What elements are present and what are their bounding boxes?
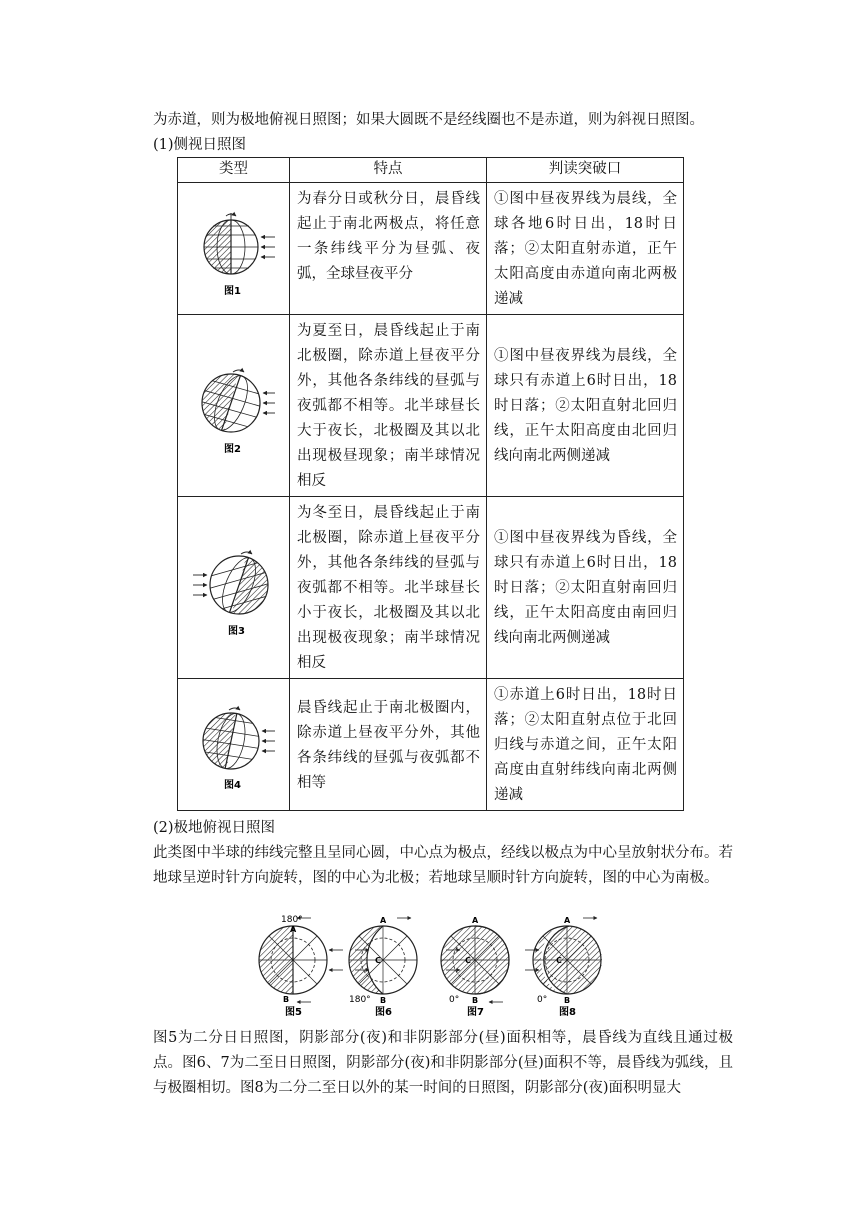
figure-cell (178, 497, 290, 679)
table-header-row (178, 158, 684, 183)
figure-label: 图3 (227, 625, 245, 637)
header-type: 类型 (178, 158, 290, 183)
figure-label: 图7 (467, 1007, 484, 1018)
point-b-label: B (380, 996, 387, 1005)
point-b-label: B (472, 996, 479, 1005)
table-row (178, 497, 684, 679)
intro-line: 为赤道，则为极地俯视日照图；如果大圆既不是经线圈也不是赤道，则为斜视日照图。 (153, 112, 704, 128)
table-row (178, 679, 684, 811)
table-row (178, 315, 684, 497)
figure-label: 图6 (375, 1007, 392, 1018)
section2-title: (2)极地俯视日照图 (153, 820, 276, 836)
polar-figure-8 (525, 916, 602, 1018)
point-c-label: C (556, 956, 562, 965)
point-c-label: C (375, 956, 381, 965)
point-a-label: A (290, 925, 297, 934)
point-a-label: A (472, 916, 479, 925)
section2-paragraph: 此类图中半球的纬线完整且呈同心圆，中心点为极点，经线以极点为中心呈放射状分布。若地球呈逆时针方向旋转，图的中心为北极；若地球呈顺时针方向旋转，图的中心为南极。 (153, 845, 733, 886)
figure-label: 图2 (223, 443, 241, 455)
header-key: 判读突破口 (487, 158, 684, 183)
key-cell: ①图中昼夜界线为昏线，全球只有赤道上6时日出，18时日落；②太阳直射南回归线，正午太阳高度由南回归线向南北两侧递减 (487, 497, 684, 679)
degree-label: 180° (281, 915, 303, 925)
figure-label: 图8 (559, 1007, 576, 1018)
figure-cell (178, 679, 290, 811)
feature-cell: 晨昏线起止于南北极圈内，除赤道上昼夜平分外，其他各条纬线的昼弧与夜弧都不相等 (290, 679, 487, 811)
polar-figure-6 (349, 916, 417, 1018)
side-view-table (177, 157, 684, 811)
feature-cell: 为夏至日，晨昏线起止于南北极圈，除赤道上昼夜平分外，其他各条纬线的昼弧与夜弧都不相等。北半球昼长大于夜长，北极圈及其以北出现极昼现象；南半球情况相反 (290, 315, 487, 497)
header-feature: 特点 (290, 158, 487, 183)
point-b-label: B (283, 995, 290, 1004)
side-view-globe-fig3 (189, 533, 279, 643)
section1-title: (1)侧视日照图 (153, 137, 247, 153)
degree-label: 0° (537, 995, 548, 1005)
polar-view-figures (253, 912, 609, 1018)
figure-label: 图1 (223, 285, 241, 297)
feature-cell: 为冬至日，晨昏线起止于南北极圈，除赤道上昼夜平分外，其他各条纬线的昼弧与夜弧都不相等。北半球昼长小于夜长，北极圈及其以北出现极夜现象；南半球情况相反 (290, 497, 487, 679)
table-row (178, 183, 684, 315)
key-cell: ①赤道上6时日出，18时日落；②太阳直射点位于北回归线与赤道之间，正午太阳高度由直射纬线向南北两侧递减 (487, 679, 684, 811)
point-a-label: A (380, 916, 387, 925)
figure-cell (178, 183, 290, 315)
degree-label: 180° (349, 995, 371, 1005)
key-cell: ①图中昼夜界线为晨线，全球只有赤道上6时日出，18时日落；②太阳直射北回归线，正午太阳高度由北回归线向南北两侧递减 (487, 315, 684, 497)
closing-paragraph: 图5为二分日日照图，阴影部分(夜)和非阴影部分(昼)面积相等，晨昏线为直线且通过极点。图6、7为二至日日照图，阴影部分(夜)和非阴影部分(昼)面积不等，晨昏线为弧线，且与极圈相切。图8为二分二至日以外的某一时间的日照图，阴影部分(夜)面积明显大 (153, 1030, 733, 1096)
side-view-globe-fig1 (189, 197, 279, 301)
side-view-globe-fig4 (189, 693, 279, 797)
point-b-label: B (564, 996, 571, 1005)
figure-label: 图4 (223, 779, 241, 791)
polar-figure-7 (441, 916, 509, 1018)
feature-cell: 为春分日或秋分日，晨昏线起止于南北两极点，将任意一条纬线平分为昼弧、夜弧，全球昼夜平分 (290, 183, 487, 315)
polar-figure-5 (259, 915, 343, 1018)
point-a-label: A (564, 916, 571, 925)
side-view-globe-fig2 (189, 351, 279, 461)
key-cell: ①图中昼夜界线为晨线，全球各地6时日出，18时日落；②太阳直射赤道，正午太阳高度由赤道向南北两极递减 (487, 183, 684, 315)
point-c-label: C (465, 956, 471, 965)
figure-cell (178, 315, 290, 497)
degree-label: 0° (449, 995, 460, 1005)
figure-label: 图5 (285, 1007, 302, 1018)
